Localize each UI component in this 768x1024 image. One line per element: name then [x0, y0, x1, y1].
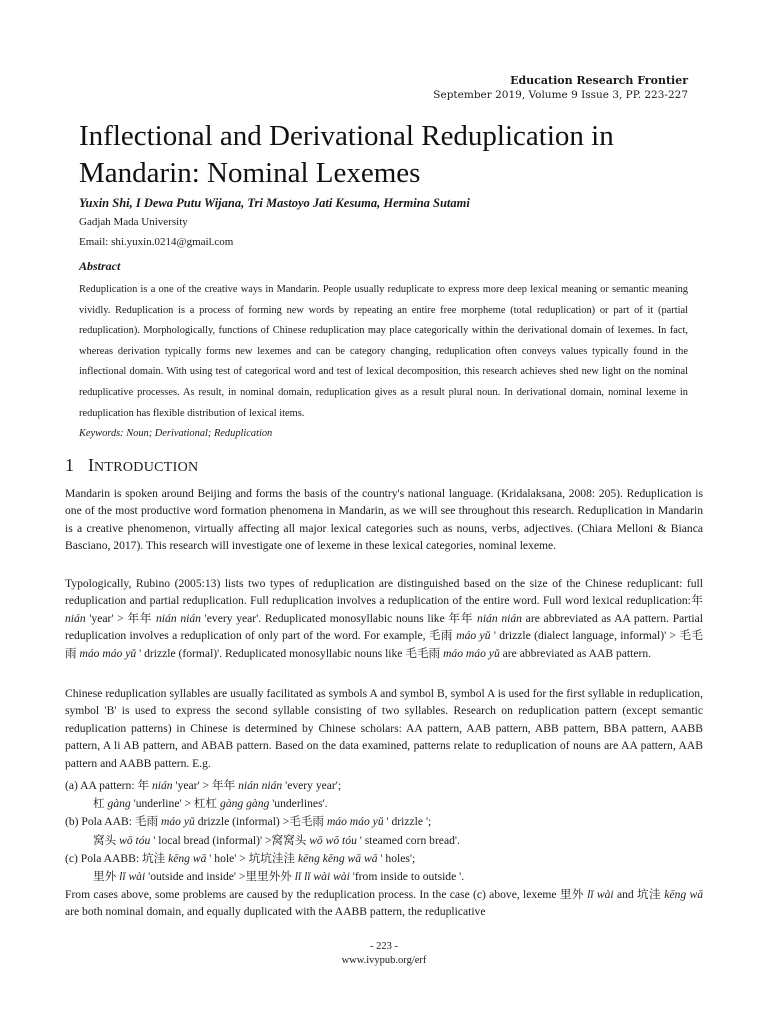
pinyin: nián: [65, 611, 86, 625]
page-footer: [0, 940, 768, 968]
paragraph-2: [65, 575, 703, 662]
pinyin: máo máo yǔ: [79, 646, 137, 660]
hanzi: 年: [690, 594, 703, 608]
paragraph-3: Chinese reduplication syllables are usually facilitated as symbols A and symbol B, symbol A is used for the first syllable in reduplication, symbol 'B' is used to express the second syllable consisting of two syllables. Research on reduplication pattern (except semantic reduplication patterns) in Chinese is determined by Chinese scholars: AA pattern, AAB pattern, ABB pattern, BBA pattern, AABB pattern, A li AB pattern, and ABAB pattern. Based on the data examined, patterns relate to reduplication of nouns are AA pattern, AAB pattern and AABB pattern. E.g.: [65, 687, 703, 770]
hanzi: 毛毛雨: [65, 629, 703, 660]
journal-name: Education Research Frontier: [510, 74, 688, 87]
paragraph-1: Mandarin is spoken around Beijing and forms the basis of the country's national language. (Kridalaksana, 2008: 205). Reduplication is one of the most productive word formation phenomena in Mandarin, as we will see throughout this research. Reduplication in Mandarin is a creative phenomenon, virtually affecting all major lexical categories such as nouns, verbs, adjectives. (Chiara Melloni & Bianca Basciano, 2017). This research will investigate one of lexeme in these lexical categories, nominal lexeme.: [65, 487, 703, 553]
examples-list: [65, 777, 705, 886]
author-email: Email: shi.yuxin.0214@gmail.com: [79, 236, 234, 248]
gloss: 'year' >: [85, 611, 128, 625]
hanzi: 年年: [127, 611, 153, 625]
abstract-text: Reduplication is a one of the creative ways in Mandarin. People usually reduplicate to express more deep lexical meaning or semantic meaning vividly. Reduplication is a process of forming new words by repeating an entire free morpheme (total reduplication) or part of it (partial reduplication). Morphologically, functions of Chinese reduplication may place categorically within the derivational domain of lexemes. In fact, whereas derivation typically forms new lexemes and can be category changing, reduplication often conveys values typically found in the inflectional domain. With using test of categorical word and test of lexical decomposition, this research achieves shed new light on the nominal reduplicative processes. As result, in nominal domain, reduplication gives as a result plural noun. In derivational domain, nominal lexeme in reduplication has flexible distribution of lexical items.: [79, 284, 688, 419]
pinyin: kēng kēng wā wā: [297, 851, 378, 865]
pinyin: nián: [151, 779, 173, 792]
hanzi: 坑坑洼洼: [248, 851, 296, 865]
hanzi: 毛雨: [134, 815, 159, 829]
example-label: (c) Pola AABB:: [65, 851, 142, 865]
gloss: ' drizzle (dialect language, informal)' >: [490, 629, 680, 643]
pinyin: lǐ wài: [587, 888, 614, 901]
text: From cases above, some problems are caused by the reduplication process. In the case (c) above, lexeme: [65, 888, 560, 901]
article-authors: Yuxin Shi, I Dewa Putu Wijana, Tri Mastoyo Jati Kesuma, Hermina Sutami: [79, 196, 470, 210]
gloss: ' drizzle (formal)'. Reduplicated monosyllabic nouns like: [136, 646, 406, 660]
article-title: Inflectional and Derivational Reduplication in Mandarin: Nominal Lexemes: [79, 120, 614, 189]
text: Typologically, Rubino (2005:13) lists two types of reduplication are distinguished based on the size of the Chinese reduplicant: full reduplication and partial reduplication. Full reduplication involves a reduplication of the entire word. Full word lexical reduplication:: [65, 577, 703, 608]
journal-url[interactable]: www.ivypub.org/erf: [341, 955, 427, 966]
pinyin: wō wō tóu: [309, 833, 357, 847]
paragraph-4: [65, 886, 703, 921]
pinyin: nián nián: [238, 779, 283, 792]
hanzi: 里外: [559, 888, 584, 901]
pinyin: kēng wā: [168, 851, 207, 865]
text: are abbreviated as AAB pattern.: [499, 646, 652, 660]
page-number: - 223 -: [370, 941, 398, 952]
keywords: Keywords: Noun; Derivational; Reduplication: [79, 428, 273, 439]
section-title-initial: I: [88, 455, 94, 475]
text: are both nominal domain, and equally duplicated with the AABB pattern, the reduplicative: [65, 905, 486, 919]
pinyin: máo máo yǔ: [326, 815, 384, 829]
gloss: ' holes';: [377, 851, 416, 865]
pinyin: wō tóu: [119, 833, 151, 847]
pinyin: lǐ wài: [119, 870, 146, 884]
gloss: 'underlines'.: [269, 797, 328, 811]
text: and: [613, 888, 637, 901]
gloss: 'every year'. Reduplicated monosyllabic nouns like: [200, 611, 449, 625]
hanzi: 里里外外: [245, 870, 292, 884]
hanzi: 年: [137, 779, 150, 792]
gloss: 'underline' >: [130, 797, 194, 811]
gloss: 'every year';: [282, 779, 342, 792]
gloss: ' drizzle ';: [383, 815, 432, 829]
hanzi: 坑洼: [141, 851, 166, 865]
section-number: 1: [65, 455, 74, 475]
pinyin: nián nián: [477, 611, 522, 625]
example-a1: [65, 777, 705, 795]
example-b2: [65, 832, 705, 850]
gloss: ' steamed corn bread'.: [356, 833, 460, 847]
example-label: (b) Pola AAB:: [65, 815, 135, 829]
journal-issue: September 2019, Volume 9 Issue 3, PP. 223-227: [433, 89, 688, 101]
hanzi: 坑洼: [636, 888, 661, 901]
example-c1: [65, 850, 705, 868]
hanzi: 毛毛雨: [289, 815, 325, 829]
hanzi: 杠: [93, 797, 105, 811]
pinyin: máo yǔ: [456, 629, 491, 643]
example-label: (a) AA pattern:: [65, 779, 138, 792]
gloss: drizzle (informal) >: [194, 815, 290, 829]
gloss: 'year' >: [172, 779, 212, 792]
pinyin: máo máo yǔ: [443, 646, 500, 660]
gloss: ' local bread (informal)' >: [150, 833, 272, 847]
pinyin: máo yǔ: [161, 815, 195, 829]
pinyin: nián nián: [156, 611, 201, 625]
hanzi: 窝头: [93, 833, 117, 847]
abstract-heading: Abstract: [79, 259, 121, 273]
hanzi: 年年: [448, 611, 474, 625]
section-heading: [65, 455, 198, 476]
journal-header: [433, 74, 688, 102]
gloss: 'from inside to outside '.: [349, 870, 465, 884]
gloss: ' hole' >: [206, 851, 249, 865]
hanzi: 里外: [93, 870, 117, 884]
example-c2: [65, 868, 705, 886]
pinyin: gàng: [107, 797, 131, 811]
pinyin: kēng wā: [664, 888, 704, 901]
gloss: 'outside and inside' >: [145, 870, 246, 884]
hanzi: 毛毛雨: [405, 646, 441, 660]
text: are abbreviated as AA pattern. Partial reduplication involves a reduplication of only part of the word. For example,: [65, 611, 703, 643]
hanzi: 毛雨: [428, 629, 453, 643]
example-b1: [65, 813, 705, 831]
pinyin: lǐ lǐ wài wài: [294, 870, 350, 884]
example-a2: [65, 795, 705, 813]
section-title-rest: NTRODUCTION: [94, 460, 199, 475]
hanzi: 杠杠: [193, 797, 218, 811]
hanzi: 窝窝头: [271, 833, 307, 847]
hanzi: 年年: [211, 779, 236, 792]
author-affiliation: Gadjah Mada University: [79, 216, 188, 228]
pinyin: gàng gàng: [220, 797, 270, 811]
